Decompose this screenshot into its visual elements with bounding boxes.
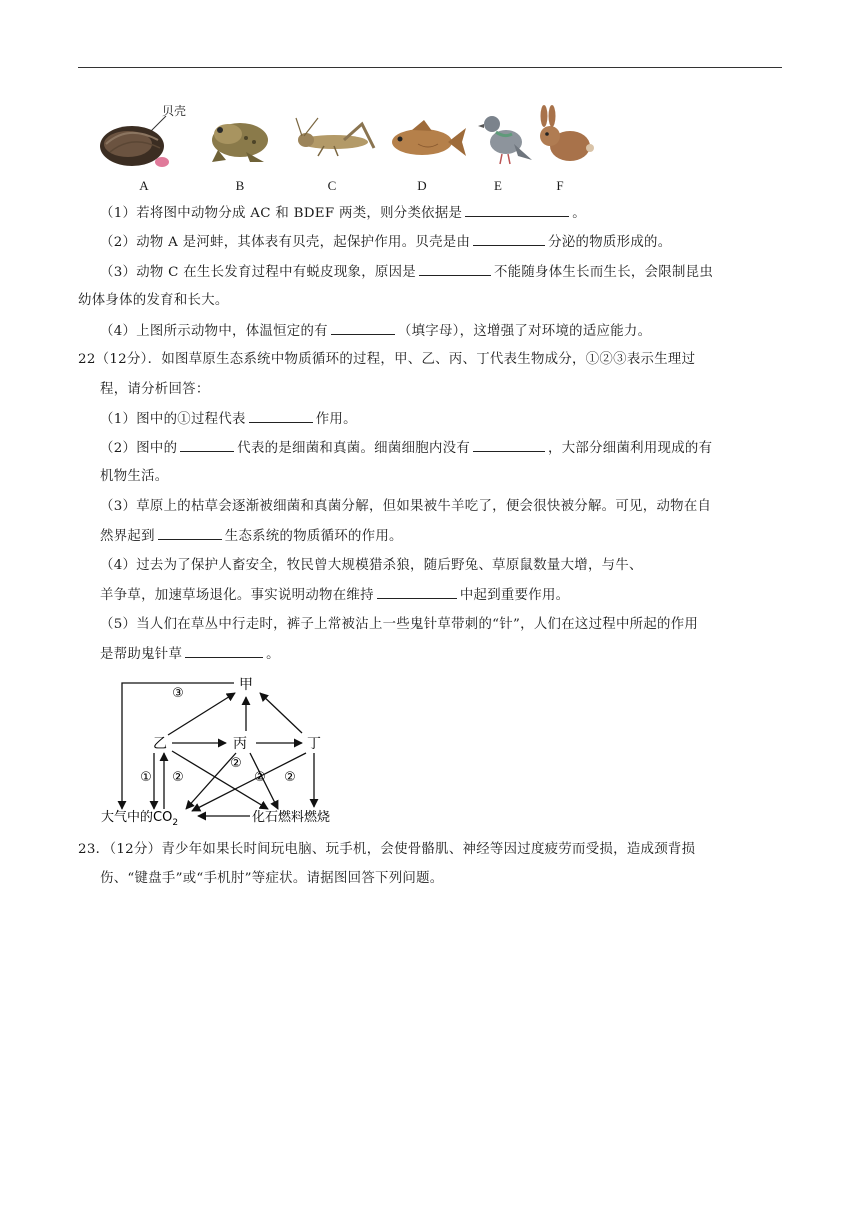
q22-part5-text: 是帮助鬼针草: [100, 647, 183, 662]
answer-blank[interactable]: [249, 409, 313, 423]
q21-part3: [100, 262, 713, 283]
q22-part4-tail: 中起到重要作用。: [459, 588, 570, 603]
answer-blank[interactable]: [473, 232, 545, 246]
animal-letter: C: [327, 178, 337, 193]
mussel-image: [98, 104, 178, 196]
animal-letter: E: [494, 178, 502, 193]
grasshopper-image: [294, 104, 374, 196]
animal-letter: F: [556, 178, 564, 193]
label-process-2: ②: [254, 770, 266, 785]
q22-part3-cont: [100, 526, 403, 547]
q22-part3: （3）草原上的枯草会逐渐被细菌和真菌分解，但如果被牛羊吃了，便会很快被分解。可见，动物在自: [100, 499, 712, 514]
answer-blank[interactable]: [331, 321, 395, 335]
q22-part5: （5）当人们在草丛中行走时，裤子上常被沾上一些鬼针草带刺的“针”，人们在这过程中所起的作用: [100, 617, 699, 632]
animal-letter: B: [235, 178, 245, 193]
fish-image: [388, 104, 468, 196]
co2-subscript: 2: [172, 818, 179, 828]
q22-part1-tail: 作用。: [315, 412, 357, 427]
q21-part2-text: （2）动物 A 是河蚌，其体表有贝壳，起保护作用。贝壳是由: [100, 235, 471, 250]
label-process-1: ①: [140, 770, 152, 785]
q21-part4: [100, 321, 651, 342]
rabbit-image: [536, 104, 616, 196]
node-fossil-fuel: 化石燃料燃烧: [252, 810, 331, 825]
label-process-2: ②: [230, 756, 242, 771]
q22-part2-tail: ，大部分细菌利用现成的有: [548, 441, 713, 456]
q21-part3-cont: 幼体身体的发育和长大。: [78, 293, 229, 308]
q21-part3-text: （3）动物 C 在生长发育过程中有蜕皮现象，原因是: [100, 265, 416, 280]
q21-part1: [100, 203, 586, 224]
answer-blank[interactable]: [473, 438, 545, 452]
node-jia: 甲: [239, 677, 253, 693]
q23-intro: 23．（12分）青少年如果长时间玩电脑、玩手机，会使骨骼肌、神经等因过度疲劳而受损，造成颈背损: [78, 842, 696, 857]
q22-part4-text: 羊争草，加速草场退化。事实说明动物在维持: [100, 588, 374, 603]
node-bing: 丙: [233, 736, 247, 752]
answer-blank[interactable]: [185, 644, 263, 658]
q22-part4-cont: [100, 585, 569, 606]
node-atmosphere-co2: [101, 809, 178, 828]
q21-part4-tail: （填字母），这增强了对环境的适应能力。: [397, 324, 652, 339]
co2-label: 大气中的CO: [101, 810, 173, 825]
frog-image: [206, 104, 286, 196]
label-process-3: ③: [172, 686, 184, 701]
label-process-2: ②: [172, 770, 184, 785]
node-ding: 丁: [307, 736, 321, 752]
answer-blank[interactable]: [158, 526, 222, 540]
q21-part2-tail: 分泌的物质形成的。: [548, 235, 672, 250]
answer-blank[interactable]: [377, 585, 457, 599]
answer-blank[interactable]: [180, 438, 234, 452]
q22-part1: [100, 409, 357, 430]
carbon-cycle-diagram: [100, 673, 341, 829]
q22-intro-cont: 程，请分析回答：: [100, 382, 210, 397]
q22-part3-tail: 生态系统的物质循环的作用。: [224, 529, 403, 544]
label-process-2: ②: [284, 770, 296, 785]
q21-part3-tail: 不能随身体生长而生长，会限制昆虫: [493, 265, 714, 280]
shell-label: 贝壳: [162, 104, 187, 118]
q22-part2-cont: 机物生活。: [100, 469, 169, 484]
answer-blank[interactable]: [465, 203, 569, 217]
q21-part1-text: （1）若将图中动物分成 AC 和 BDEF 两类，则分类依据是: [100, 206, 463, 221]
q21-part1-tail: 。: [572, 206, 586, 221]
q22-part5-tail: 。: [266, 647, 280, 662]
q23-intro-cont: 伤、“键盘手”或“手机肘”等症状。请据图回答下列问题。: [100, 871, 444, 886]
q21-part2: [100, 232, 671, 253]
q22-part2-text: （2）图中的: [100, 441, 178, 456]
animal-letter: D: [417, 178, 427, 193]
q22-part2-mid: 代表的是细菌和真菌。细菌细胞内没有: [237, 441, 471, 456]
animal-letter: A: [139, 178, 149, 193]
q22-intro: 22（12分）．如图草原生态系统中物质循环的过程，甲、乙、丙、丁代表生物成分，①②③表示生理过: [78, 352, 696, 367]
q22-part4: （4）过去为了保护人畜安全，牧民曾大规模猎杀狼，随后野兔、草原鼠数量大增，与牛、: [100, 558, 643, 573]
q22-part2: [100, 438, 712, 459]
q22-part5-cont: [100, 644, 280, 665]
q21-part4-text: （4）上图所示动物中，体温恒定的有: [100, 324, 328, 339]
node-yi: 乙: [153, 736, 167, 752]
q22-part1-text: （1）图中的①过程代表: [100, 412, 246, 427]
answer-blank[interactable]: [419, 262, 491, 276]
q22-part3-text: 然界起到: [100, 529, 155, 544]
animal-figure: [98, 104, 618, 196]
header-rule: [78, 67, 782, 68]
